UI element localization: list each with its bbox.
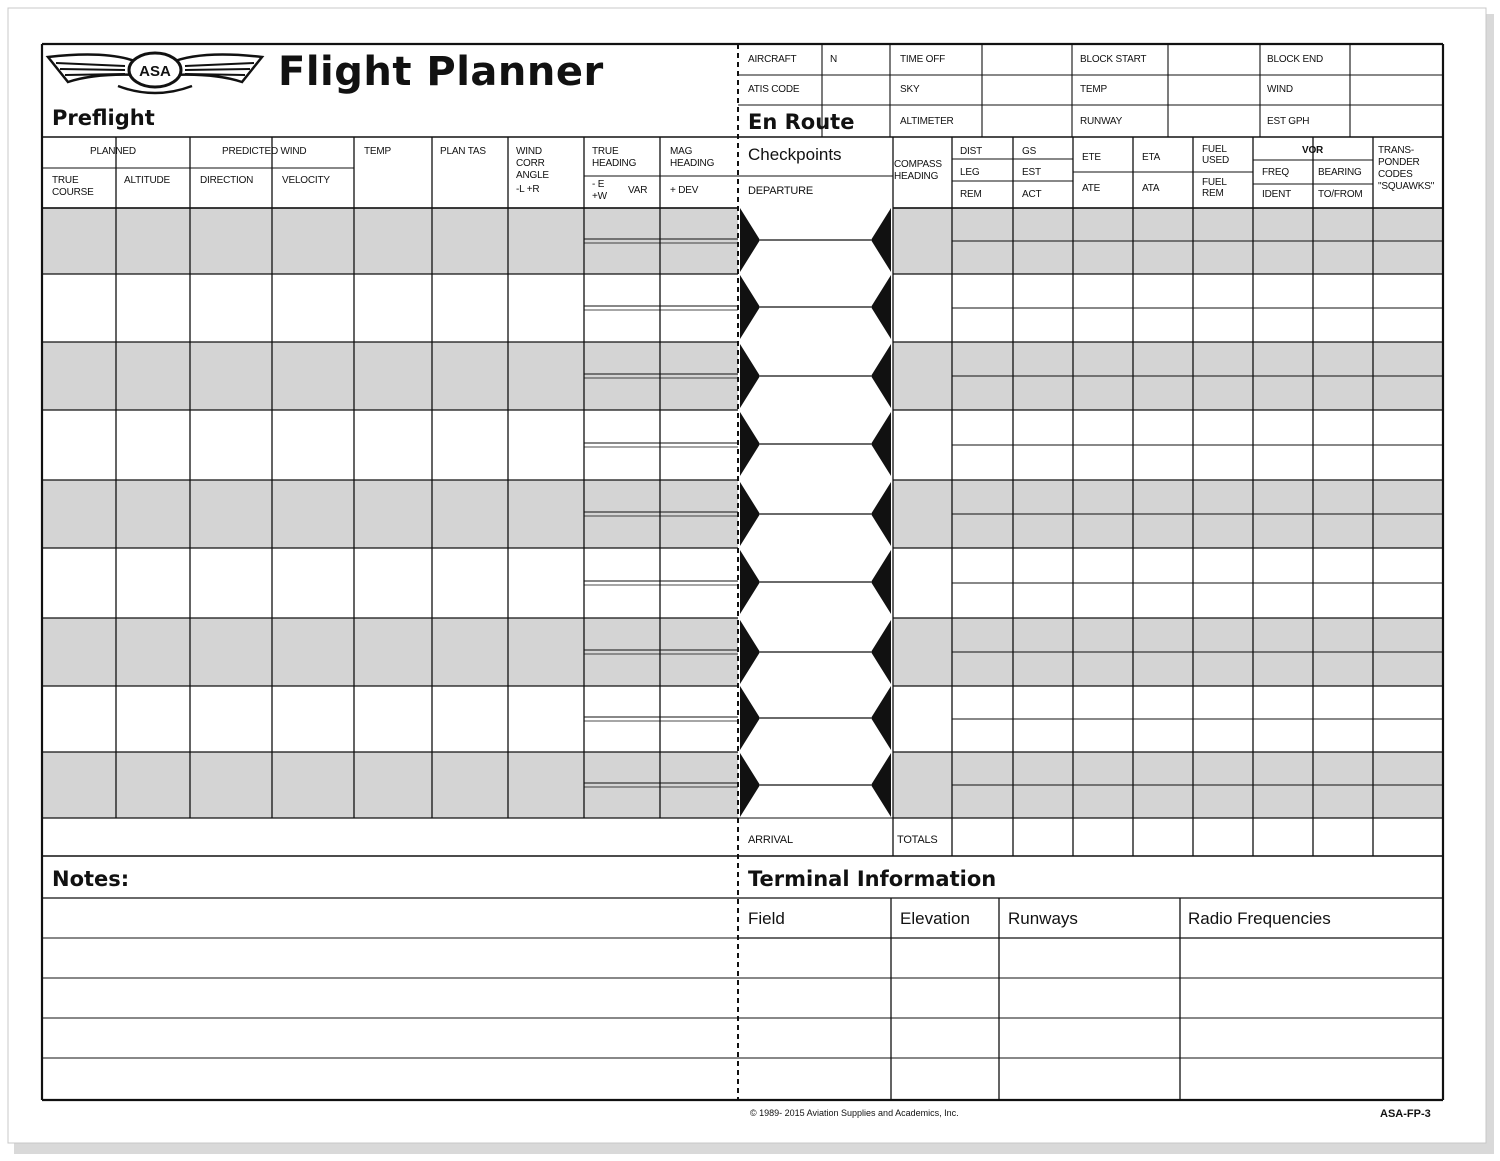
velocity-header: VELOCITY [282,175,330,186]
var-sign-1: - E [592,179,605,190]
predicted-wind-header: PREDICTED WIND [222,146,307,157]
form-title: Flight Planner [278,49,604,95]
wind-corr-header-1: WIND [516,146,542,157]
fuel-used-header-1: FUEL [1202,144,1227,155]
true-course-header-2: COURSE [52,187,94,198]
shaded-band [42,480,738,548]
plan-tas-header: PLAN TAS [440,146,486,157]
aircraft-label: AIRCRAFT [748,54,797,65]
wind-corr-header-4: -L +R [516,184,540,195]
compass-header-2: HEADING [894,171,939,182]
bearing-header: BEARING [1318,167,1362,178]
mag-heading-header-2: HEADING [670,158,715,169]
true-heading-header-1: TRUE [592,146,619,157]
field-header: Field [748,909,785,928]
est-gph-label: EST GPH [1267,116,1310,127]
transponder-header-1: TRANS- [1378,145,1415,156]
preflight-heading: Preflight [52,106,155,130]
notes-heading: Notes: [52,867,130,891]
terminal-heading: Terminal Information [748,867,997,891]
tofrom-header: TO/FROM [1318,189,1363,200]
mag-heading-header-1: MAG [670,146,693,157]
departure-label: DEPARTURE [748,185,814,197]
var-sign-2: +W [592,191,607,202]
freq-header: FREQ [1262,167,1289,178]
altitude-header: ALTITUDE [124,175,170,186]
wind-label: WIND [1267,84,1293,95]
true-heading-header-2: HEADING [592,158,637,169]
atis-code-label: ATIS CODE [748,84,800,95]
temp-header: TEMP [364,146,391,157]
fuel-rem-header-2: REM [1202,188,1224,199]
temp-label: TEMP [1080,84,1107,95]
wind-corr-header-3: ANGLE [516,170,549,181]
dist-header: DIST [960,146,982,157]
logo-text: ASA [139,63,171,80]
n-number-label: N [830,54,838,65]
time-off-label: TIME OFF [900,54,946,65]
shaded-band [42,618,738,686]
est-header: EST [1022,167,1041,178]
ata-header: ATA [1142,183,1160,194]
wind-corr-header-2: CORR [516,158,545,169]
ete-header: ETE [1082,152,1101,163]
true-course-header-1: TRUE [52,175,79,186]
act-header: ACT [1022,189,1042,200]
block-end-label: BLOCK END [1267,54,1323,65]
ate-header: ATE [1082,183,1101,194]
leg-header: LEG [960,167,980,178]
radio-frequencies-header: Radio Frequencies [1188,909,1331,928]
compass-header-1: COMPASS [894,159,942,170]
dev-header: + DEV [670,185,699,196]
fuel-rem-header-1: FUEL [1202,177,1227,188]
planned-header: PLANNED [90,146,136,157]
sky-label: SKY [900,84,920,95]
transponder-header-4: "SQUAWKS" [1378,181,1435,192]
enroute-heading: En Route [748,110,855,134]
shaded-band [42,342,738,410]
checkpoints-header: Checkpoints [748,145,842,164]
fuel-used-header-2: USED [1202,155,1229,166]
arrival-label: ARRIVAL [748,834,793,846]
copyright-text: © 1989- 2015 Aviation Supplies and Academics, Inc. [750,1108,959,1118]
rem-header: REM [960,189,982,200]
transponder-header-2: PONDER [1378,157,1420,168]
eta-header: ETA [1142,152,1161,163]
var-header: VAR [628,185,648,196]
ident-header: IDENT [1262,189,1292,200]
shaded-band [42,752,738,818]
totals-label: TOTALS [897,834,938,846]
runways-header: Runways [1008,909,1078,928]
transponder-header-3: CODES [1378,169,1413,180]
direction-header: DIRECTION [200,175,254,186]
shaded-band [42,208,738,274]
elevation-header: Elevation [900,909,970,928]
runway-label: RUNWAY [1080,116,1123,127]
form-code: ASA-FP-3 [1380,1108,1431,1120]
gs-header: GS [1022,146,1037,157]
altimeter-label: ALTIMETER [900,116,954,127]
vor-header: VOR [1302,145,1324,156]
block-start-label: BLOCK START [1080,54,1147,65]
